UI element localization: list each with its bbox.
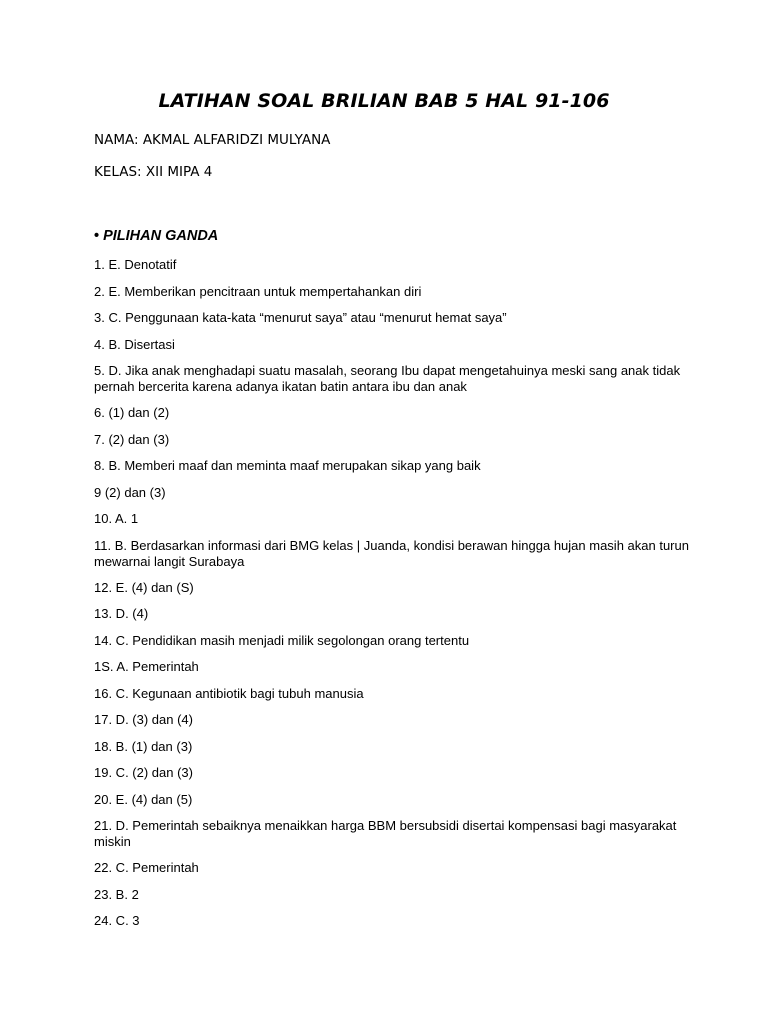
- answer-item: 16. C. Kegunaan antibiotik bagi tubuh manusia: [94, 685, 364, 701]
- page-title: LATIHAN SOAL BRILIAN BAB 5 HAL 91-106: [158, 90, 610, 112]
- answer-item: 22. C. Pemerintah: [94, 860, 199, 875]
- answer-item: 10. A. 1: [94, 511, 139, 526]
- answer-item: 7. (2) dan (3): [94, 431, 170, 447]
- answer-item: 13. D. (4): [94, 606, 149, 621]
- answer-item: 2. E. Memberikan pencitraan untuk mempertahankan diri: [94, 283, 422, 299]
- answer-item: 21. D. Pemerintah sebaiknya menaikkan harga BBM bersubsidi disertai kompensasi bagi masyarakat miskin: [94, 818, 677, 849]
- answer-item: 8. B. Memberi maaf dan meminta maaf merupakan sikap yang baik: [94, 458, 481, 473]
- answer-item: 11. B. Berdasarkan informasi dari BMG kelas | Juanda, kondisi berawan hingga hujan masih akan turun mewarnai langit Surabaya: [94, 537, 689, 569]
- answer-item: 14. C. Pendidikan masih menjadi milik segolongan orang tertentu: [94, 632, 470, 648]
- bullet-icon: •: [94, 228, 100, 244]
- answer-item: 6. (1) dan (2): [94, 405, 170, 420]
- answer-item: 19. C. (2) dan (3): [94, 765, 193, 780]
- student-class: KELAS: XII MIPA 4: [94, 164, 213, 180]
- answer-item: 1. E. Denotatif: [94, 257, 177, 272]
- answer-list: [94, 257, 694, 940]
- section-heading-label: PILIHAN GANDA: [103, 228, 219, 244]
- section-heading: [94, 228, 218, 244]
- answer-item: 1S. A. Pemerintah: [94, 659, 199, 674]
- student-name: NAMA: AKMAL ALFARIDZI MULYANA: [94, 132, 331, 148]
- answer-item: 9 (2) dan (3): [94, 484, 166, 500]
- answer-item: 24. C. 3: [94, 913, 140, 928]
- answer-item: 17. D. (3) dan (4): [94, 712, 193, 727]
- answer-item: 18. B. (1) dan (3): [94, 738, 193, 754]
- answer-item: 5. D. Jika anak menghadapi suatu masalah, seorang Ibu dapat mengetahuinya meski sang anak tidak pernah bercerita karena adanya ikatan batin antara ibu dan anak: [94, 363, 681, 394]
- answer-item: 23. B. 2: [94, 886, 139, 902]
- answer-item: 12. E. (4) dan (S): [94, 579, 194, 595]
- answer-item: 20. E. (4) dan (5): [94, 791, 193, 807]
- answer-item: 4. B. Disertasi: [94, 336, 175, 352]
- answer-item: 3. C. Penggunaan kata-kata “menurut saya” atau “menurut hemat saya”: [94, 310, 507, 325]
